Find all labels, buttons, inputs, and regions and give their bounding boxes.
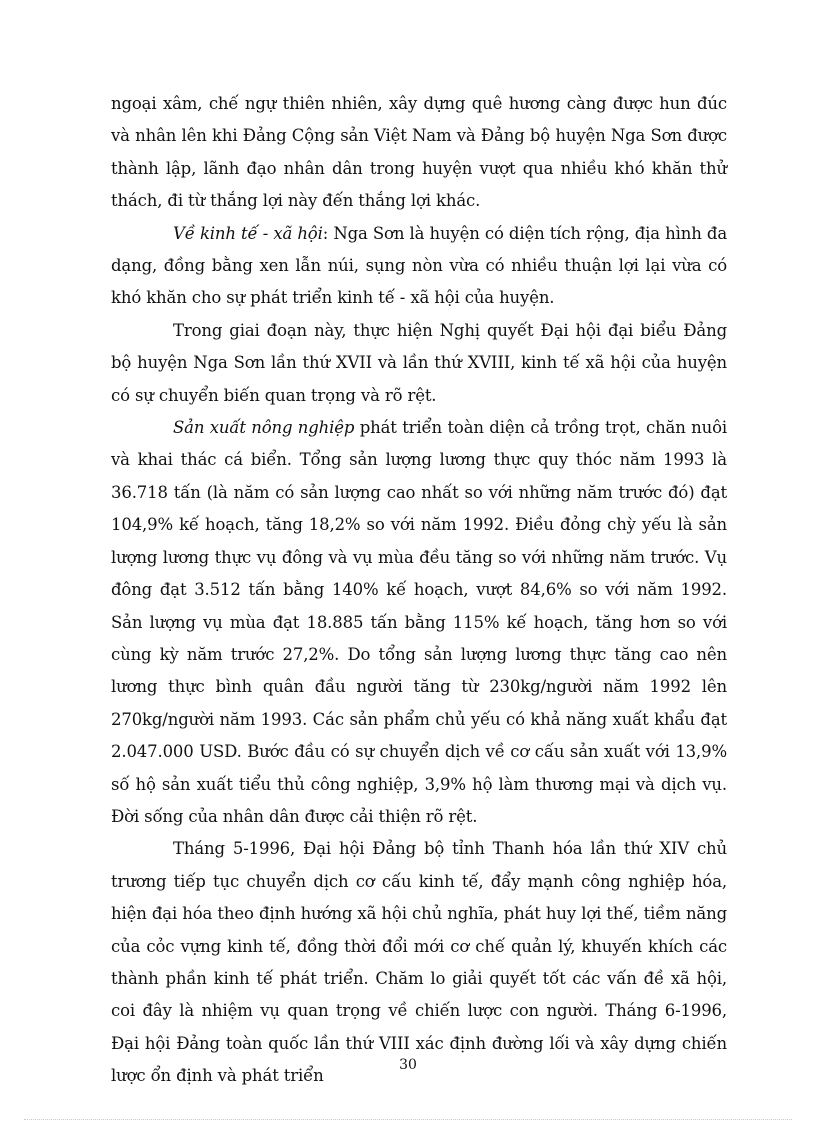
paragraph-5-text: Tháng 5-1996, Đại hội Đảng bộ tỉnh Thanh hóa lần thứ XIV chủ trương tiếp tục chuyển dịch cơ cấu kinh tế, đẩy mạnh công nghiệp hóa, hiện đại hóa theo định hướng xã hội chủ nghĩa, phát huy lợi thế, tiềm năng của cỏc vựng kinh tế, đồng thời đổi mới cơ chế quản lý, khuyến khích các thành phần kinh tế phát triển. Chăm lo giải quyết tốt các vấn đề xã hội, coi đây là nhiệm vụ quan trọng về chiến lược con người. Tháng 6-1996, Đại hội Đảng toàn quốc lần thứ VIII xác định đường lối và xây dựng chiến lược ổn định và phát triển: [111, 839, 727, 1086]
paragraph-1-text: ngoại xâm, chế ngự thiên nhiên, xây dựng quê hương càng được hun đúc và nhân lên khi Đảng Cộng sản Việt Nam và Đảng bộ huyện Nga Sơn được thành lập, lãnh đạo nhân dân trong huyện vượt qua nhiều khó khăn thử thách, đi từ thắng lợi này đến thắng lợi khác.: [111, 94, 727, 211]
paragraph-4-text: phát triển toàn diện cả trồng trọt, chăn nuôi và khai thác cá biển. Tổng sản lượng lương thực quy thóc năm 1993 là 36.718 tấn (là năm có sản lượng cao nhất so với những năm trước đó) đạt 104,9% kế hoạch, tăng 18,2% so với năm 1992. Điều đỏng chỳ yếu là sản lượng lương thực vụ đông và vụ mùa đều tăng so với những năm trước. Vụ đông đạt 3.512 tấn bằng 140% kế hoạch, vượt 84,6% so với năm 1992. Sản lượng vụ mùa đạt 18.885 tấn bằng 115% kế hoạch, tăng hơn so với cùng kỳ năm trước 27,2%. Do tổng sản lượng lương thực tăng cao nên lương thực bình quân đầu người tăng từ 230kg/người năm 1992 lên 270kg/người năm 1993. Các sản phẩm chủ yếu có khả năng xuất khẩu đạt 2.047.000 USD. Bước đầu có sự chuyển dịch về cơ cấu sản xuất với 13,9% số hộ sản xuất tiểu thủ công nghiệp, 3,9% hộ làm thương mại và dịch vụ. Đời sống của nhân dân được cải thiện rõ rệt.: [111, 418, 727, 826]
page-bottom-divider: [24, 1119, 792, 1120]
paragraph-2-text: : Nga Sơn là huyện có diện tích rộng, địa hình đa dạng, đồng bằng xen lẫn núi, sụng nòn vừa có nhiều thuận lợi lại vừa có khó khăn cho sự phát triển kinh tế - xã hội của huyện.: [111, 223, 728, 308]
paragraph-1: [111, 88, 727, 218]
page-number: 30: [399, 1057, 417, 1073]
paragraph-4: [111, 412, 727, 833]
paragraph-3: [111, 315, 727, 412]
paragraph-3-text: Trong giai đoạn này, thực hiện Nghị quyết Đại hội đại biểu Đảng bộ huyện Nga Sơn lần thứ XVII và lần thứ XVIII, kinh tế xã hội của huyện có sự chuyển biến quan trọng và rõ rệt.: [111, 320, 727, 405]
document-body: [111, 88, 727, 1093]
paragraph-2-lead: Về kinh tế - xã hội: [173, 223, 323, 243]
paragraph-4-lead: Sản xuất nông nghiệp: [173, 418, 355, 438]
paragraph-5: [111, 833, 727, 1092]
paragraph-2: [111, 218, 727, 315]
